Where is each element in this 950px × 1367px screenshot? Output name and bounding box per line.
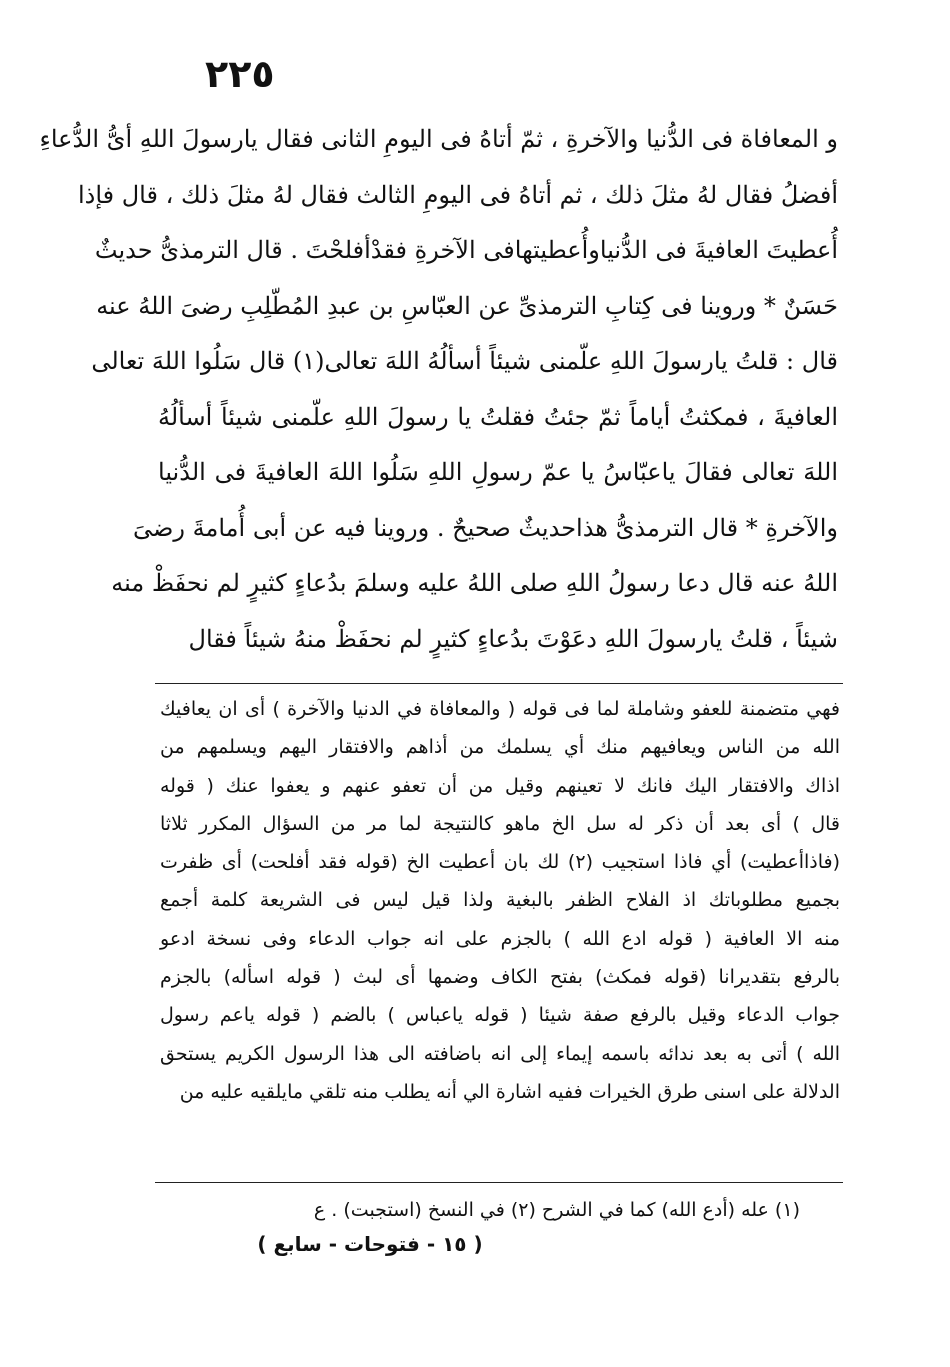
commentary-line: قال ) أى بعد أن ذكر له سل الخ ماهو كالنتيجة لما مر من السؤال المكرر ثلاثا <box>160 812 840 835</box>
main-text-line: أفضلُ فقال لهُ مثلَ ذلك ، ثم أتاهُ فى اليومِ الثالث فقال لهُ مثلَ ذلك ، قال فإذا <box>77 180 838 209</box>
page-number: ٢٢٥ <box>205 52 275 96</box>
commentary-line: الدلالة على اسنى طرق الخيرات ففيه اشارة الي أنه يطلب منه تلقي مايلقيه عليه من <box>179 1080 840 1103</box>
commentary-line: الله من الناس ويعافيهم منك أي يسلمك من أذاهم والافتقار اليهم ويسلمهم من <box>160 736 840 759</box>
commentary-block <box>160 690 840 1111</box>
commentary-line: الله ) أتى به بعد ندائه باسمه إيماء إلى انه باضافته الى هذا الرسول الكريم يستحق <box>160 1042 840 1065</box>
commentary-divider <box>155 683 843 684</box>
main-text-line: العافيةَ ، فمكثتُ أياماً ثمّ جئتُ فقلتُ يا رسولَ اللهِ علّمنى شيئاً أسألُهُ <box>158 402 838 431</box>
printer-signature: ( ١٥ - فتوحات - سابع ) <box>257 1232 483 1256</box>
main-text-line: شيئاً ، قلتُ يارسولَ اللهِ دعَوْتَ بدُعاءٍ كثيرٍ لم نحفَظْ منهُ شيئاً فقال <box>188 624 838 653</box>
main-text-line: اللهُ عنه قال دعا رسولُ اللهِ صلى اللهُ عليه وسلمَ بدُعاءٍ كثيرٍ لم نحفَظْ منه <box>111 569 838 597</box>
footnote: (١) عله (أدع الله) كما في الشرح (٢) في النسخ (استجبت) . ع <box>313 1199 800 1221</box>
main-text-line: أُعطيتَ العافيةَ فى الدُّنياوأُعطيتهافى الآخرةِ فقدْأفلحْتَ . قال الترمذىُّ حديثٌ <box>94 236 838 264</box>
commentary-line: منه الا العافية ( قوله ادع الله ) بالجزم على انه جواب الدعاء وفى نسخة ادعو <box>160 927 840 950</box>
commentary-line: بجميع مطلوباتك اذ الفلاح الظفر بالبغية ولذا قيل ليس فى الشريعة كلمة أجمع <box>160 889 840 912</box>
main-text-line: حَسَنٌ * وروينا فى كِتابِ الترمذىِّ عن العبّاسِ بن عبدِ المُطّلِبِ رضىَ اللهُ عنه <box>96 291 838 320</box>
commentary-line: اذاك والافتقار اليك فانك لا تعينهم وقيل من أن تعفو عنهم و يعفوا عنك ( قوله <box>160 774 840 797</box>
main-text-line: اللهَ تعالى فقالَ ياعبّاسُ يا عمّ رسولِ اللهِ سَلُوا اللهَ العافيةَ فى الدُّنيا <box>158 458 838 486</box>
commentary-line: جواب الدعاء وقيل بالرفع صفة شيئا ( قوله ياعباس ) بالضم ( قوله ياعم رسول <box>160 1004 840 1027</box>
main-text-block <box>39 112 838 667</box>
commentary-line: فهي متضمنة للعفو وشاملة لما فى قوله ( والمعافاة في الدنيا والآخرة ) أى ان يعافيك <box>160 698 840 720</box>
commentary-line: بالرفع بتقديرانا (قوله فمكث) بفتح الكاف وضمها أى لبث ( قوله اسأله) بالجزم <box>160 966 840 989</box>
main-text-line: والآخرةِ * قال الترمذىُّ هذاحديثٌ صحيحٌ . وروينا فيه عن أبى أُمامةَ رضىَ <box>133 513 838 542</box>
commentary-line: (فاذاأعطيت) أي فاذا استجيب (٢) لك بان أعطيت الخ (قوله فقد أفلحت) أى ظفرت <box>160 851 841 874</box>
footnote-divider <box>155 1182 843 1183</box>
main-text-line: قال : قلتُ يارسولَ اللهِ علّمنى شيئاً أسألُهُ اللهَ تعالى(١) قال سَلُوا اللهَ تعالى <box>91 347 838 375</box>
main-text-line: و المعافاة فى الدُّنيا والآخرةِ ، ثمّ أتاهُ فى اليومِ الثانى فقال يارسولَ اللهِ أىُّ الدُّعاءِ <box>39 125 838 153</box>
